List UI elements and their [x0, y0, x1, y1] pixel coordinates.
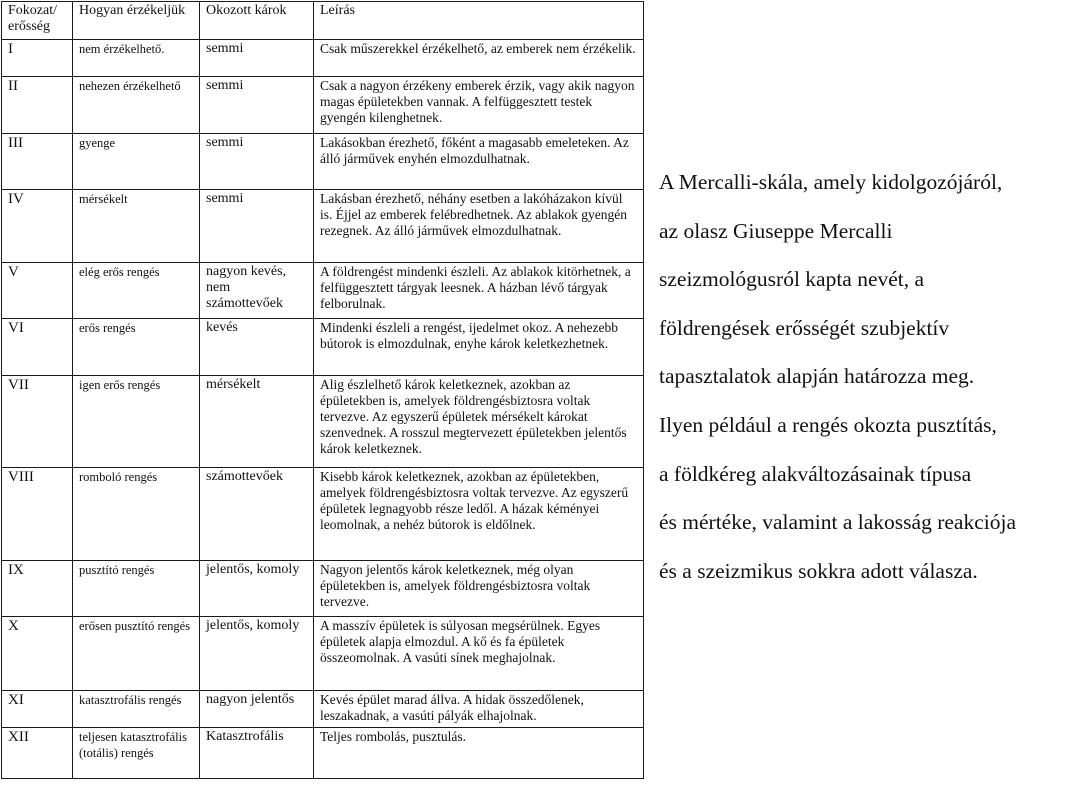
damage-cell: semmi: [200, 40, 314, 77]
level-cell: II: [2, 77, 73, 134]
description-cell: Alig észlelhető károk keletkeznek, azokban az épületekben is, amelyek földrengésbiztosra voltak tervezve. Az egyszerű épületek mérsékelt károkat szenvednek. A rosszul megtervezett épületekben jelentős károk keletkeznek.: [314, 376, 644, 468]
level-cell: I: [2, 40, 73, 77]
perception-cell: teljesen katasztrofális (totális) rengés: [73, 728, 200, 779]
perception-cell: gyenge: [73, 134, 200, 190]
damage-cell: nagyon kevés, nem számottevőek: [200, 263, 314, 319]
table-row: [2, 134, 644, 190]
table-row: [2, 77, 644, 134]
level-cell: V: [2, 263, 73, 319]
description-cell: Kisebb károk keletkeznek, azokban az épületekben, amelyek földrengésbiztosra voltak tervezve. Az egyszerű épületek legnagyobb része ledől. A házak kéményei leomolnak, a nehéz bútorok is eldőlnek.: [314, 468, 644, 561]
paragraph-line: és mértéke, valamint a lakosság reakciója: [659, 510, 1016, 535]
level-cell: IX: [2, 561, 73, 617]
damage-cell: semmi: [200, 134, 314, 190]
table-row: [2, 468, 644, 561]
level-cell: VI: [2, 319, 73, 376]
paragraph-line: földrengések erősségét szubjektív: [659, 315, 950, 340]
paragraph-line: tapasztalatok alapján határozza meg.: [659, 364, 975, 389]
header-level: Fokozat/ erősség: [2, 2, 73, 40]
paragraph-line: A Mercalli-skála, amely kidolgozójáról,: [659, 170, 1003, 194]
header-description: Leírás: [314, 2, 644, 40]
description-cell: Kevés épület marad állva. A hidak összedőlenek, leszakadnak, a vasúti pályák elhajolnak.: [314, 691, 644, 728]
perception-cell: nem érzékelhető.: [73, 40, 200, 77]
table-row: [2, 376, 644, 468]
paragraph-line: Ilyen például a rengés okozta pusztítás,: [659, 412, 997, 437]
mercalli-description-paragraph: [659, 158, 1089, 595]
description-cell: Nagyon jelentős károk keletkeznek, még olyan épületekben is, amelyek földrengésbiztosra voltak tervezve.: [314, 561, 644, 617]
level-cell: III: [2, 134, 73, 190]
paragraph-line: a földkéreg alakváltozásainak típusa: [659, 461, 972, 486]
perception-cell: elég erős rengés: [73, 263, 200, 319]
perception-cell: erős rengés: [73, 319, 200, 376]
damage-cell: semmi: [200, 190, 314, 263]
header-damage: Okozott károk: [200, 2, 314, 40]
perception-cell: romboló rengés: [73, 468, 200, 561]
paragraph-line: szeizmológusról kapta nevét, a: [659, 267, 925, 292]
description-cell: Csak műszerekkel érzékelhető, az emberek nem érzékelik.: [314, 40, 644, 77]
perception-cell: erősen pusztító rengés: [73, 617, 200, 691]
damage-cell: jelentős, komoly: [200, 561, 314, 617]
level-cell: VIII: [2, 468, 73, 561]
perception-cell: nehezen érzékelhető: [73, 77, 200, 134]
damage-cell: mérsékelt: [200, 376, 314, 468]
table-row: [2, 40, 644, 77]
table-row: [2, 319, 644, 376]
mercalli-scale-table: [1, 1, 644, 779]
description-cell: Teljes rombolás, pusztulás.: [314, 728, 644, 779]
level-cell: XII: [2, 728, 73, 779]
description-cell: Lakásokban érezhető, főként a magasabb emeleteken. Az álló járművek enyhén elmozdulhatnak.: [314, 134, 644, 190]
paragraph-line: az olasz Giuseppe Mercalli: [659, 218, 893, 243]
level-cell: XI: [2, 691, 73, 728]
damage-cell: kevés: [200, 319, 314, 376]
perception-cell: pusztító rengés: [73, 561, 200, 617]
description-cell: A földrengést mindenki észleli. Az ablakok kitörhetnek, a felfüggesztett tárgyak leesnek. A házban lévő tárgyak felborulnak.: [314, 263, 644, 319]
table-row: [2, 561, 644, 617]
table-row: [2, 691, 644, 728]
table-row: [2, 617, 644, 691]
description-cell: Lakásban érezhető, néhány esetben a lakóházakon kívül is. Éjjel az emberek felébredhetnek. Az ablakok gyengén rezegnek. Az álló járművek elmozdulhatnak.: [314, 190, 644, 263]
level-cell: X: [2, 617, 73, 691]
table-row: [2, 728, 644, 779]
damage-cell: semmi: [200, 77, 314, 134]
level-cell: VII: [2, 376, 73, 468]
perception-cell: katasztrofális rengés: [73, 691, 200, 728]
damage-cell: számottevőek: [200, 468, 314, 561]
table-row: [2, 263, 644, 319]
table-header-row: [2, 2, 644, 40]
description-cell: Csak a nagyon érzékeny emberek érzik, vagy akik nagyon magas épületekben vannak. A felfüggesztett testek gyengén kilenghetnek.: [314, 77, 644, 134]
table-row: [2, 190, 644, 263]
description-cell: A masszív épületek is súlyosan megsérülnek. Egyes épületek alapja elmozdul. A kő és fa épületek összeomolnak. A vasúti sínek meghajolnak.: [314, 617, 644, 691]
header-perception: Hogyan érzékeljük: [73, 2, 200, 40]
damage-cell: nagyon jelentős: [200, 691, 314, 728]
description-cell: Mindenki észleli a rengést, ijedelmet okoz. A nehezebb bútorok is elmozdulnak, enyhe károk keletkezhetnek.: [314, 319, 644, 376]
damage-cell: jelentős, komoly: [200, 617, 314, 691]
perception-cell: igen erős rengés: [73, 376, 200, 468]
level-cell: IV: [2, 190, 73, 263]
paragraph-line: és a szeizmikus sokkra adott válasza.: [659, 558, 978, 583]
damage-cell: Katasztrofális: [200, 728, 314, 779]
perception-cell: mérsékelt: [73, 190, 200, 263]
